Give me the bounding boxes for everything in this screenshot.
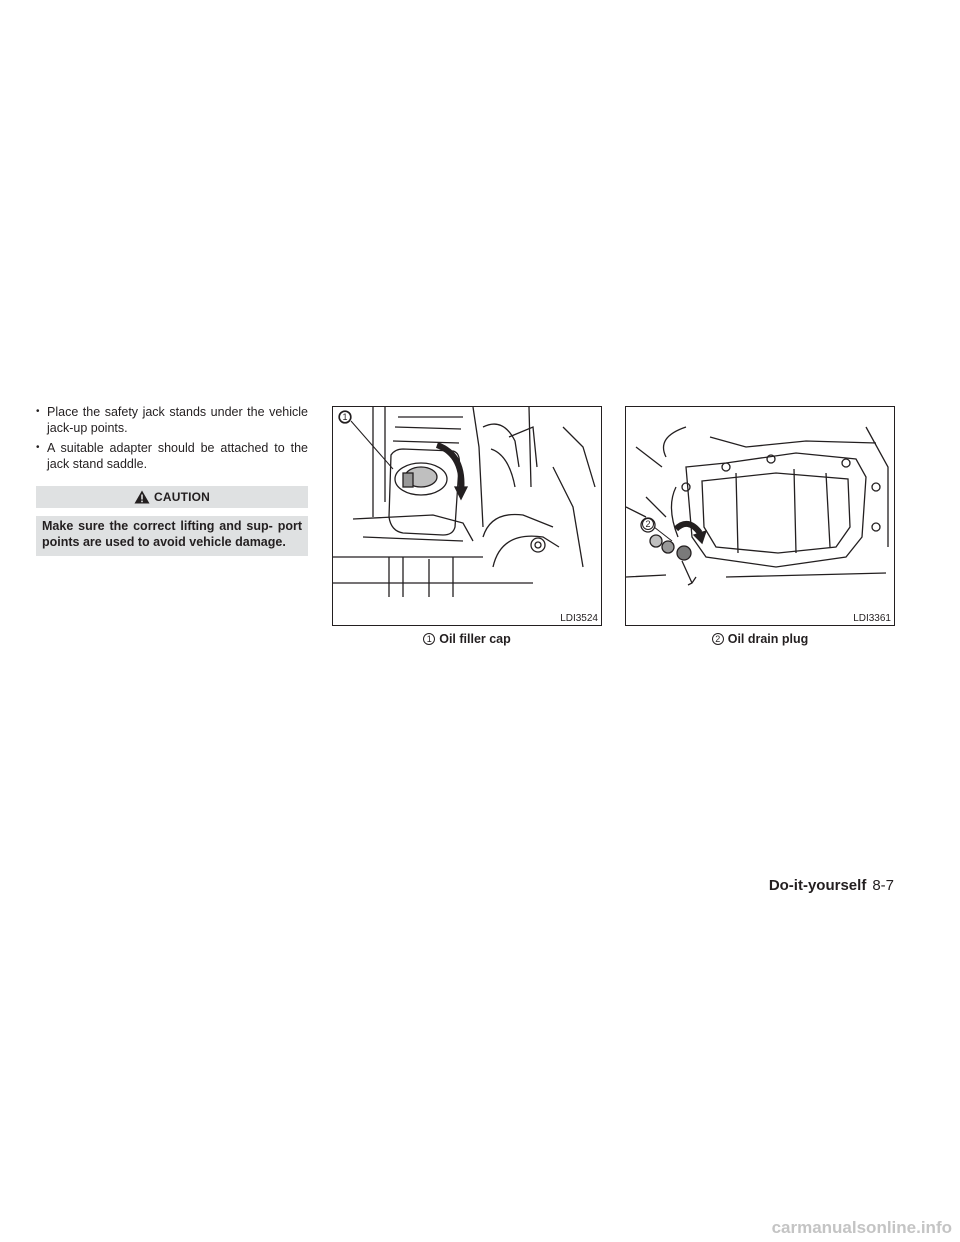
caution-heading: CAUTION bbox=[153, 490, 211, 504]
figure-caption bbox=[332, 632, 602, 646]
watermark: carmanualsonline.info bbox=[771, 1218, 952, 1237]
page-footer bbox=[769, 877, 894, 894]
callout-1: 1 bbox=[339, 411, 351, 423]
page-number: 8-7 bbox=[872, 877, 894, 894]
caption-text: Oil drain plug bbox=[727, 632, 809, 646]
engine-illustration bbox=[333, 407, 602, 626]
figure-oil-filler-cap bbox=[332, 406, 602, 626]
warning-icon bbox=[134, 490, 150, 504]
caption-number: 1 bbox=[423, 633, 435, 645]
caption-number: 2 bbox=[712, 633, 724, 645]
callout-2: 2 bbox=[642, 518, 654, 530]
figure-code: LDI3524 bbox=[560, 613, 598, 624]
caution-box bbox=[36, 486, 308, 556]
figure-caption bbox=[625, 632, 895, 646]
oil-pan-illustration bbox=[626, 407, 895, 626]
figure-code: LDI3361 bbox=[853, 613, 891, 624]
left-column bbox=[36, 404, 308, 556]
caution-header bbox=[36, 486, 308, 516]
caution-text: Make sure the correct lifting and sup- port points are used to avoid vehicle damage. bbox=[42, 519, 302, 549]
bullet-list bbox=[36, 404, 308, 472]
section-title: Do-it-yourself bbox=[768, 877, 867, 894]
bullet-item: • Place the safety jack stands under the vehicle jack-up points. bbox=[36, 404, 308, 436]
caption-text: Oil filler cap bbox=[439, 632, 511, 646]
bullet-item: • A suitable adapter should be attached to the jack stand saddle. bbox=[36, 440, 308, 472]
figure-oil-drain-plug bbox=[625, 406, 895, 626]
